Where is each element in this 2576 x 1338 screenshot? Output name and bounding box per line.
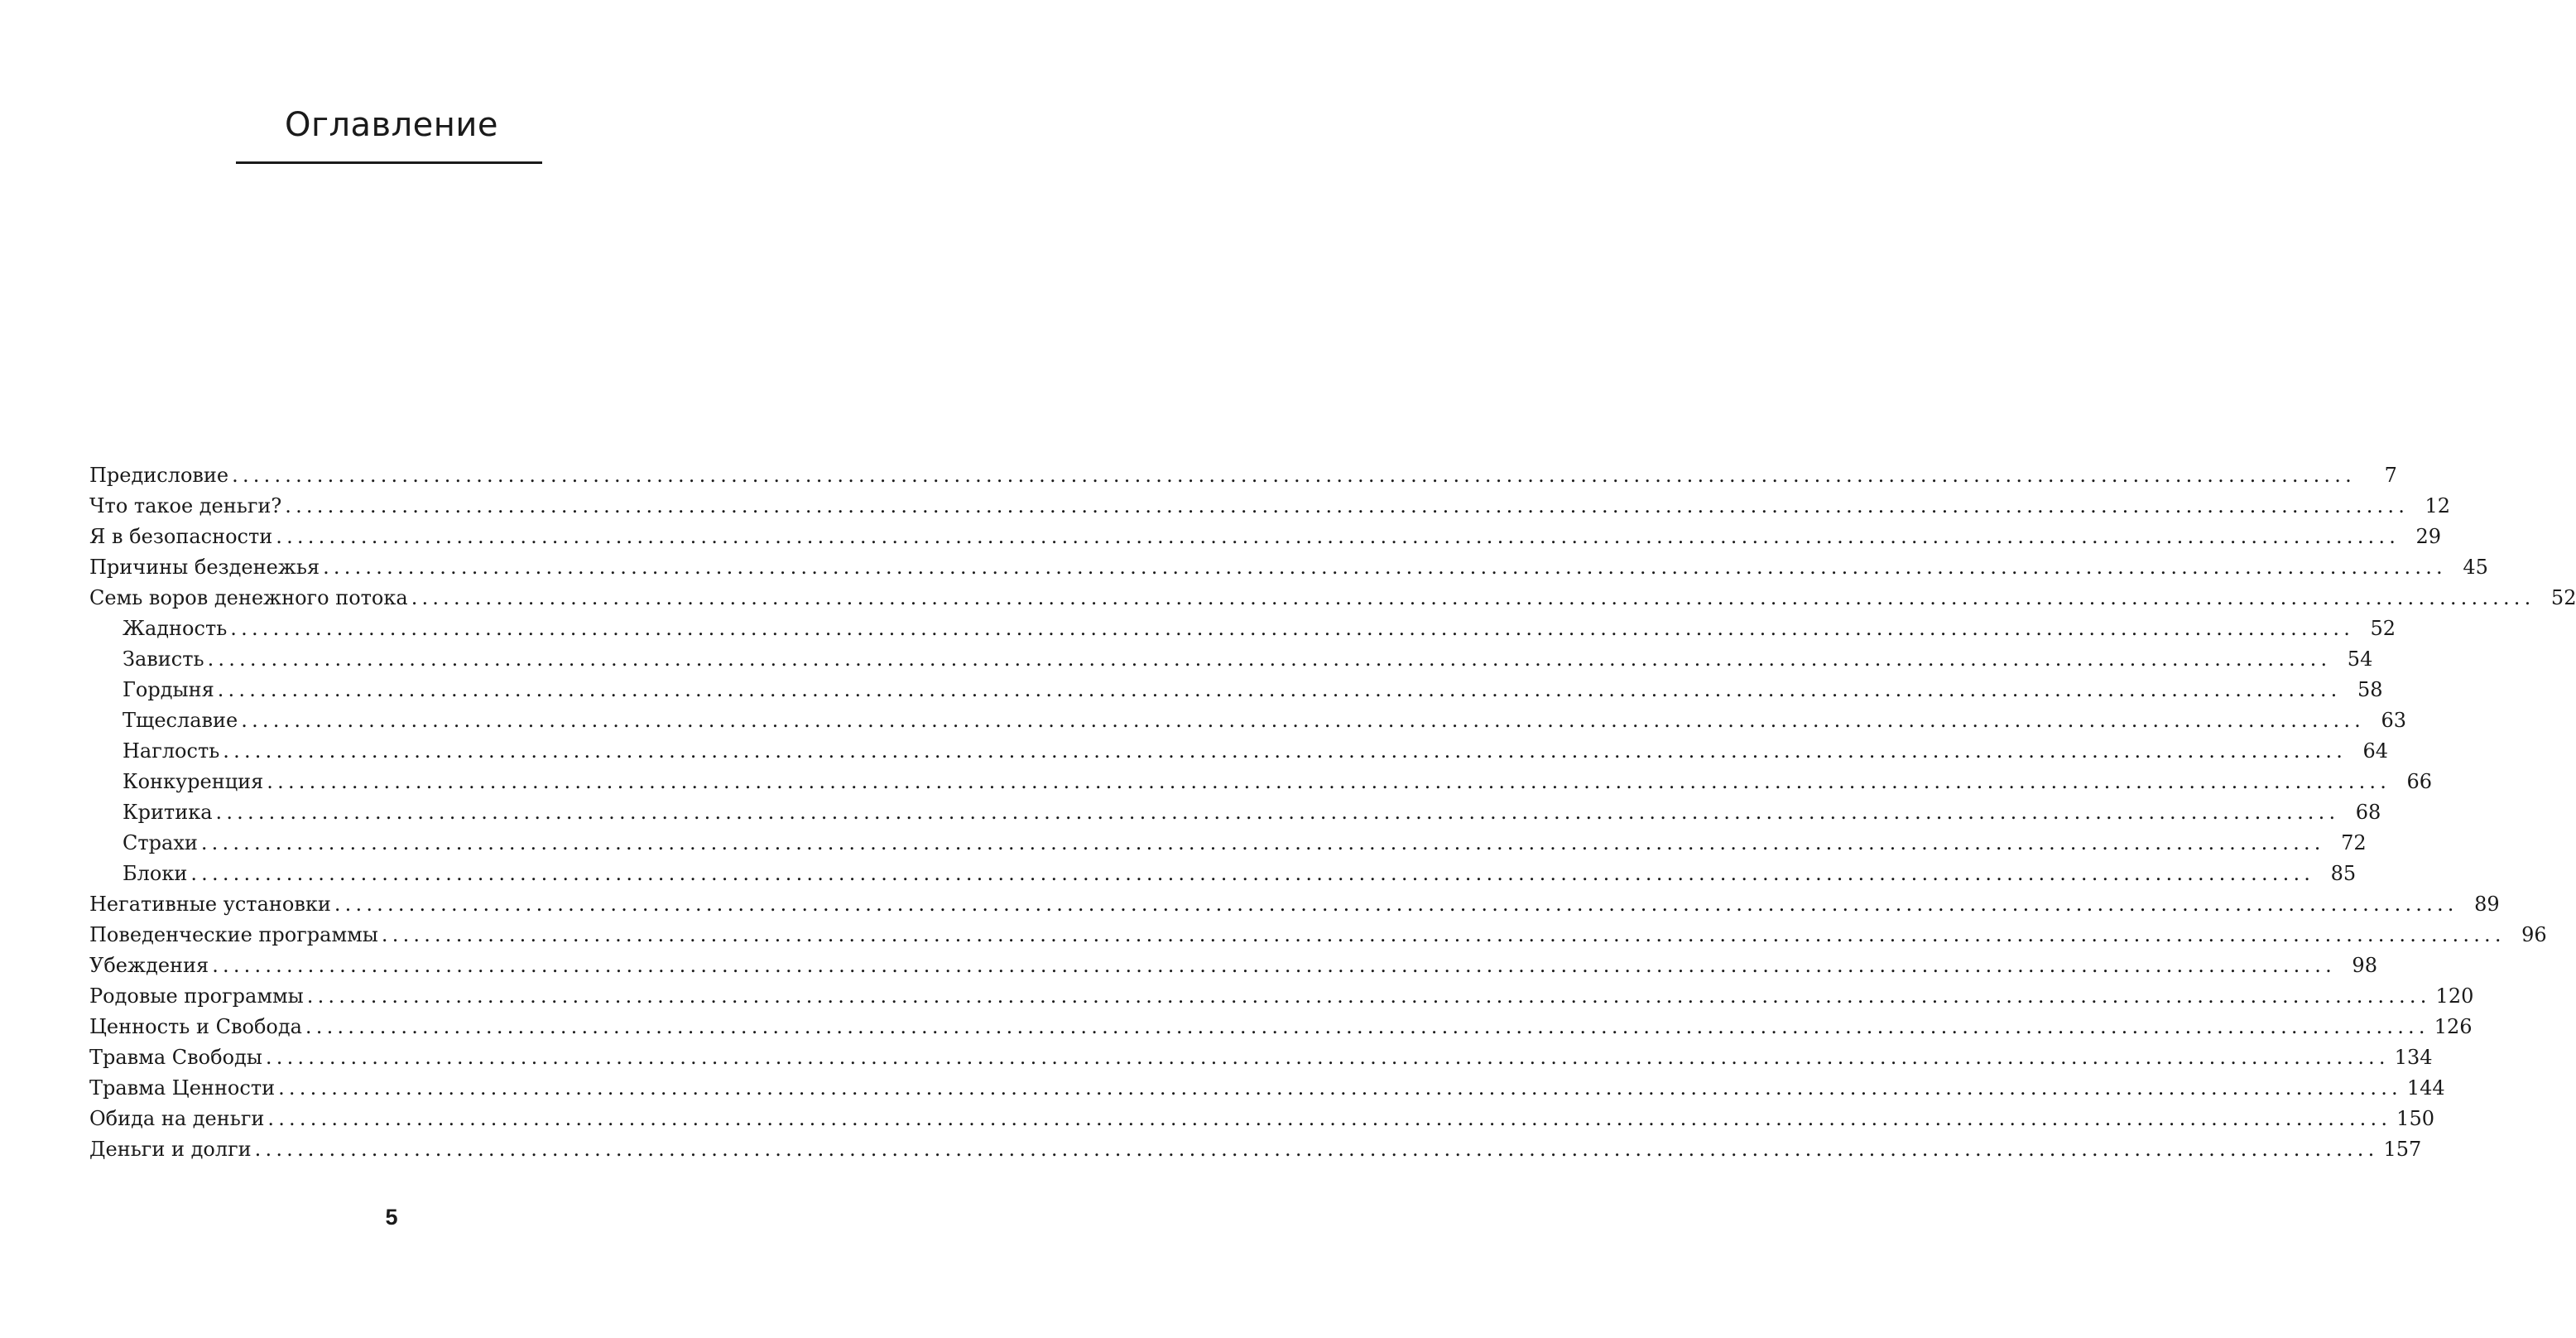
toc-entry-page: 150 [2396, 1107, 2434, 1130]
toc-entry-page: 52 [2370, 617, 2396, 640]
toc-subentry[interactable] [89, 675, 2383, 705]
toc-entry-page: 7 [2384, 464, 2397, 487]
toc-entry[interactable] [89, 1134, 2422, 1165]
toc-entry[interactable] [89, 889, 2500, 920]
toc-subentry[interactable] [89, 644, 2373, 675]
toc-entry-title: Негативные установки [89, 893, 331, 916]
dot-leader: ........................................................................................................................................................................................................ [230, 617, 2355, 640]
dot-leader: ........................................................................................................................................................................................................ [254, 1138, 2379, 1161]
page-number: 5 [385, 1205, 398, 1230]
page-title: Оглавление [284, 106, 499, 144]
dot-leader: ........................................................................................................................................................................................................ [265, 1046, 2390, 1069]
toc-entry-title: Обида на деньги [89, 1107, 265, 1130]
toc-entry-page: 12 [2425, 494, 2451, 517]
toc-entry[interactable] [89, 1042, 2433, 1073]
toc-entry-title: Конкуренция [123, 770, 264, 793]
toc-entry[interactable] [89, 491, 2451, 522]
toc-entry-title: Травма Свободы [89, 1046, 262, 1069]
toc-entry-title: Причины безденежья [89, 556, 320, 579]
toc-entry[interactable] [89, 981, 2474, 1012]
dot-leader: ........................................................................................................................................................................................................ [215, 801, 2340, 824]
toc-entry[interactable] [89, 1104, 2434, 1134]
dot-leader: ........................................................................................................................................................................................................ [232, 464, 2356, 487]
dot-leader: ........................................................................................................................................................................................................ [217, 678, 2342, 701]
dot-leader: ........................................................................................................................................................................................................ [267, 1107, 2392, 1130]
toc-entry-page: 157 [2383, 1138, 2422, 1161]
toc-entry-page: 72 [2341, 831, 2367, 854]
toc-entry-page: 85 [2330, 862, 2357, 885]
toc-entry-title: Убеждения [89, 954, 209, 977]
table-of-contents [89, 460, 2576, 1165]
dot-leader: ........................................................................................................................................................................................................ [411, 586, 2535, 609]
toc-entry[interactable] [89, 920, 2547, 951]
dot-leader: ........................................................................................................................................................................................................ [278, 1076, 2402, 1100]
dot-leader: ........................................................................................................................................................................................................ [207, 647, 2332, 671]
toc-entry-title: Тщеславие [123, 709, 238, 732]
dot-leader: ........................................................................................................................................................................................................ [212, 954, 2336, 977]
toc-entry-title: Наглость [123, 739, 220, 763]
toc-subentry[interactable] [89, 767, 2433, 797]
dot-leader: ........................................................................................................................................................................................................ [306, 984, 2431, 1008]
dot-leader: ........................................................................................................................................................................................................ [267, 770, 2391, 793]
toc-entry[interactable] [89, 1073, 2445, 1104]
toc-entry-title: Я в безопасности [89, 525, 273, 548]
toc-subentry[interactable] [89, 828, 2367, 859]
toc-entry[interactable] [89, 522, 2442, 552]
dot-leader: ........................................................................................................................................................................................................ [381, 923, 2506, 946]
dot-leader: ........................................................................................................................................................................................................ [305, 1015, 2429, 1038]
title-underline [236, 161, 542, 164]
toc-entry-page: 54 [2347, 647, 2373, 671]
dot-leader: ........................................................................................................................................................................................................ [200, 831, 2325, 854]
toc-entry-page: 98 [2352, 954, 2377, 977]
toc-subentry[interactable] [89, 859, 2357, 889]
toc-entry-title: Поведенческие программы [89, 923, 378, 946]
toc-entry[interactable] [89, 460, 2397, 491]
toc-entry-title: Гордыня [123, 678, 214, 701]
dot-leader: ........................................................................................................................................................................................................ [334, 893, 2458, 916]
toc-entry-page: 68 [2355, 801, 2381, 824]
toc-entry-title: Жадность [123, 617, 228, 640]
dot-leader: ........................................................................................................................................................................................................ [323, 556, 2447, 579]
toc-subentry[interactable] [89, 736, 2389, 767]
toc-entry-page: 89 [2474, 893, 2500, 916]
toc-entry-title: Блоки [123, 862, 188, 885]
dot-leader: ........................................................................................................................................................................................................ [223, 739, 2348, 763]
toc-entry-page: 120 [2435, 984, 2474, 1008]
toc-subentry[interactable] [89, 705, 2407, 736]
toc-entry-title: Что такое деньги? [89, 494, 282, 517]
dot-leader: ........................................................................................................................................................................................................ [241, 709, 2366, 732]
toc-entry-page: 96 [2521, 923, 2547, 946]
toc-entry-title: Ценность и Свобода [89, 1015, 302, 1038]
toc-entry-page: 134 [2394, 1046, 2433, 1069]
toc-entry-page: 66 [2406, 770, 2433, 793]
toc-entry-page: 144 [2406, 1076, 2445, 1100]
toc-entry-title: Родовые программы [89, 984, 304, 1008]
toc-entry-page: 64 [2362, 739, 2389, 763]
toc-entry-title: Зависть [123, 647, 204, 671]
toc-entry[interactable] [89, 1012, 2473, 1042]
toc-entry[interactable] [89, 951, 2377, 981]
toc-entry-page: 58 [2357, 678, 2383, 701]
toc-entry-page: 45 [2463, 556, 2488, 579]
toc-entry-title: Деньги и долги [89, 1138, 252, 1161]
toc-entry-title: Травма Ценности [89, 1076, 276, 1100]
toc-subentry[interactable] [89, 614, 2396, 644]
toc-entry-page: 126 [2434, 1015, 2473, 1038]
dot-leader: ........................................................................................................................................................................................................ [276, 525, 2401, 548]
dot-leader: ........................................................................................................................................................................................................ [190, 862, 2315, 885]
toc-entry-page: 29 [2415, 525, 2442, 548]
toc-entry-page: 52 [2550, 586, 2576, 609]
dot-leader: ........................................................................................................................................................................................................ [285, 494, 2410, 517]
toc-entry-page: 63 [2381, 709, 2407, 732]
toc-subentry[interactable] [89, 797, 2381, 828]
toc-entry-title: Семь воров денежного потока [89, 586, 408, 609]
toc-entry[interactable] [89, 552, 2488, 583]
toc-entry[interactable] [89, 583, 2576, 614]
toc-entry-title: Страхи [123, 831, 198, 854]
toc-entry-title: Критика [123, 801, 213, 824]
toc-entry-title: Предисловие [89, 464, 229, 487]
